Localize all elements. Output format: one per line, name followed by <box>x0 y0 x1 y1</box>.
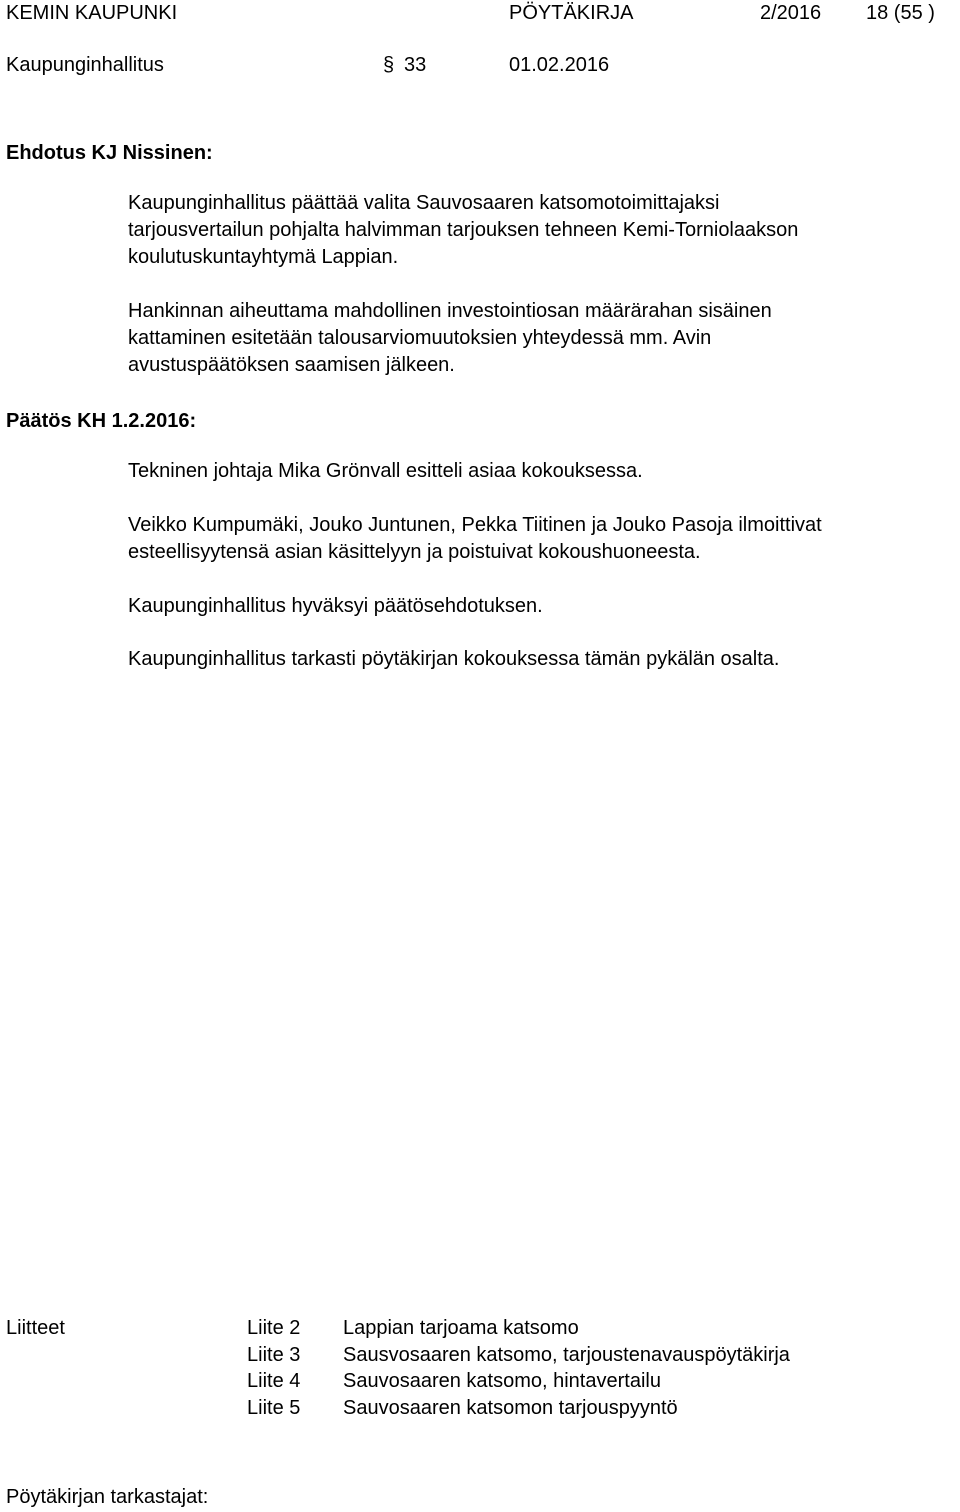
text-line: koulutuskuntayhtymä Lappian. <box>128 246 399 268</box>
attachment-title: Sauvosaaren katsomo, hintavertailu <box>343 1370 661 1392</box>
text-line: Tekninen johtaja Mika Grönvall esitteli asiaa kokouksessa. <box>128 460 643 482</box>
proposal-paragraph-1 <box>128 190 948 271</box>
organization-name: KEMIN KAUPUNKI <box>6 2 178 24</box>
section-number: 33 <box>404 54 427 76</box>
attachment-id: Liite 2 <box>247 1317 301 1339</box>
document-number: 2/2016 <box>760 2 822 24</box>
text-line: Hankinnan aiheuttama mahdollinen investointiosan määrärahan sisäinen <box>128 300 772 322</box>
text-line: Veikko Kumpumäki, Jouko Juntunen, Pekka Tiitinen ja Jouko Pasoja ilmoittivat <box>128 514 822 536</box>
section-symbol: § <box>383 54 395 76</box>
attachment-id: Liite 3 <box>247 1344 301 1366</box>
attachment-title: Sausvosaaren katsomo, tarjoustenavauspöytäkirja <box>343 1344 790 1366</box>
reviewers-label: Pöytäkirjan tarkastajat: <box>6 1486 209 1508</box>
attachments-label: Liitteet <box>6 1317 65 1339</box>
document-type: PÖYTÄKIRJA <box>509 2 634 24</box>
meeting-date: 01.02.2016 <box>509 54 610 76</box>
text-line: Kaupunginhallitus hyväksyi päätösehdotuksen. <box>128 595 543 617</box>
text-line: kattaminen esitetään talousarviomuutoksien yhteydessä mm. Avin <box>128 327 712 349</box>
attachment-title: Sauvosaaren katsomon tarjouspyyntö <box>343 1397 678 1419</box>
page-number: 18 (55 ) <box>866 2 935 24</box>
text-line: esteellisyytensä asian käsittelyyn ja poistuivat kokoushuoneesta. <box>128 541 701 563</box>
proposal-heading: Ehdotus KJ Nissinen: <box>6 142 213 164</box>
attachment-id: Liite 4 <box>247 1370 301 1392</box>
text-line: Kaupunginhallitus päättää valita Sauvosaaren katsomotoimittajaksi <box>128 192 720 214</box>
text-line: Kaupunginhallitus tarkasti pöytäkirjan kokouksessa tämän pykälän osalta. <box>128 648 780 670</box>
text-line: tarjousvertailun pohjalta halvimman tarjouksen tehneen Kemi-Torniolaakson <box>128 219 799 241</box>
decision-paragraph-3 <box>128 593 948 620</box>
governing-body: Kaupunginhallitus <box>6 54 164 76</box>
decision-heading: Päätös KH 1.2.2016: <box>6 410 197 432</box>
decision-paragraph-4 <box>128 646 948 673</box>
attachment-id: Liite 5 <box>247 1397 301 1419</box>
decision-paragraph-2 <box>128 512 948 566</box>
text-line: avustuspäätöksen saamisen jälkeen. <box>128 354 455 376</box>
proposal-paragraph-2 <box>128 298 948 379</box>
decision-paragraph-1 <box>128 458 948 485</box>
attachment-title: Lappian tarjoama katsomo <box>343 1317 579 1339</box>
